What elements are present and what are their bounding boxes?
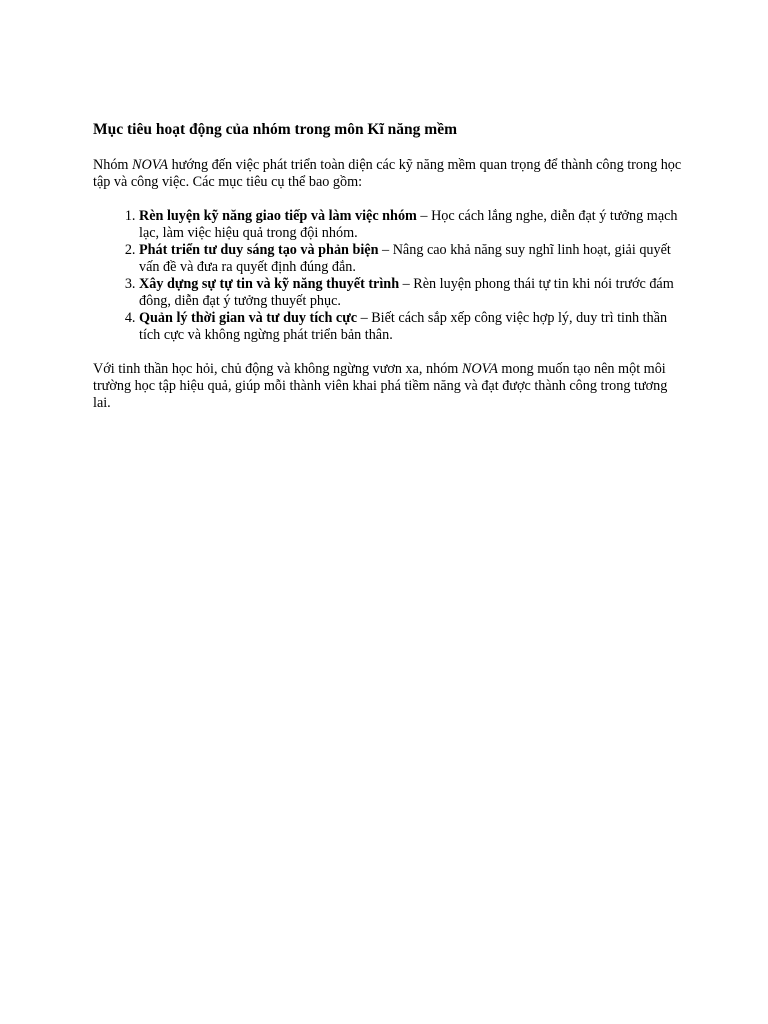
goal-heading-1: Rèn luyện kỹ năng giao tiếp và làm việc nhóm	[139, 208, 417, 224]
document-title: Mục tiêu hoạt động của nhóm trong môn Kĩ năng mềm	[93, 121, 457, 138]
goal-item-3	[139, 276, 683, 310]
document-page	[93, 120, 683, 412]
goal-text-4: – Biết cách sắp xếp công việc hợp lý, duy trì tinh thần tích cực và không ngừng phát triển bản thân.	[139, 310, 668, 343]
intro-text-before: Nhóm	[93, 157, 133, 173]
goal-text-2: – Nâng cao khả năng suy nghĩ linh hoạt, giải quyết vấn đề và đưa ra quyết định đúng đắn.	[139, 242, 671, 275]
conclusion-paragraph	[93, 361, 683, 412]
goal-text-3: – Rèn luyện phong thái tự tin khi nói trước đám đông, diễn đạt ý tưởng thuyết phục.	[139, 276, 674, 309]
intro-paragraph	[93, 157, 683, 191]
conclusion-team-name: NOVA	[461, 361, 498, 377]
goal-item-2	[139, 242, 683, 276]
intro-team-name: NOVA	[132, 157, 169, 173]
goal-heading-2: Phát triển tư duy sáng tạo và phản biện	[139, 242, 379, 258]
goal-heading-4: Quản lý thời gian và tư duy tích cực	[139, 310, 358, 326]
goal-text-1: – Học cách lắng nghe, diễn đạt ý tưởng mạch lạc, làm việc hiệu quả trong đội nhóm.	[139, 208, 678, 241]
intro-text-after: hướng đến việc phát triển toàn diện các kỹ năng mềm quan trọng để thành công trong học tập và công việc. Các mục tiêu cụ thể bao gồm:	[93, 157, 682, 190]
goal-heading-3: Xây dựng sự tự tin và kỹ năng thuyết trình	[139, 276, 400, 292]
goal-item-1	[139, 208, 683, 242]
goals-list	[93, 208, 683, 344]
conclusion-text-after: mong muốn tạo nên một môi trường học tập hiệu quả, giúp mỗi thành viên khai phá tiềm năng và đạt được thành công trong tương lai.	[93, 361, 668, 411]
conclusion-text-before: Với tinh thần học hỏi, chủ động và không ngừng vươn xa, nhóm	[93, 361, 462, 377]
goal-item-4	[139, 310, 683, 344]
